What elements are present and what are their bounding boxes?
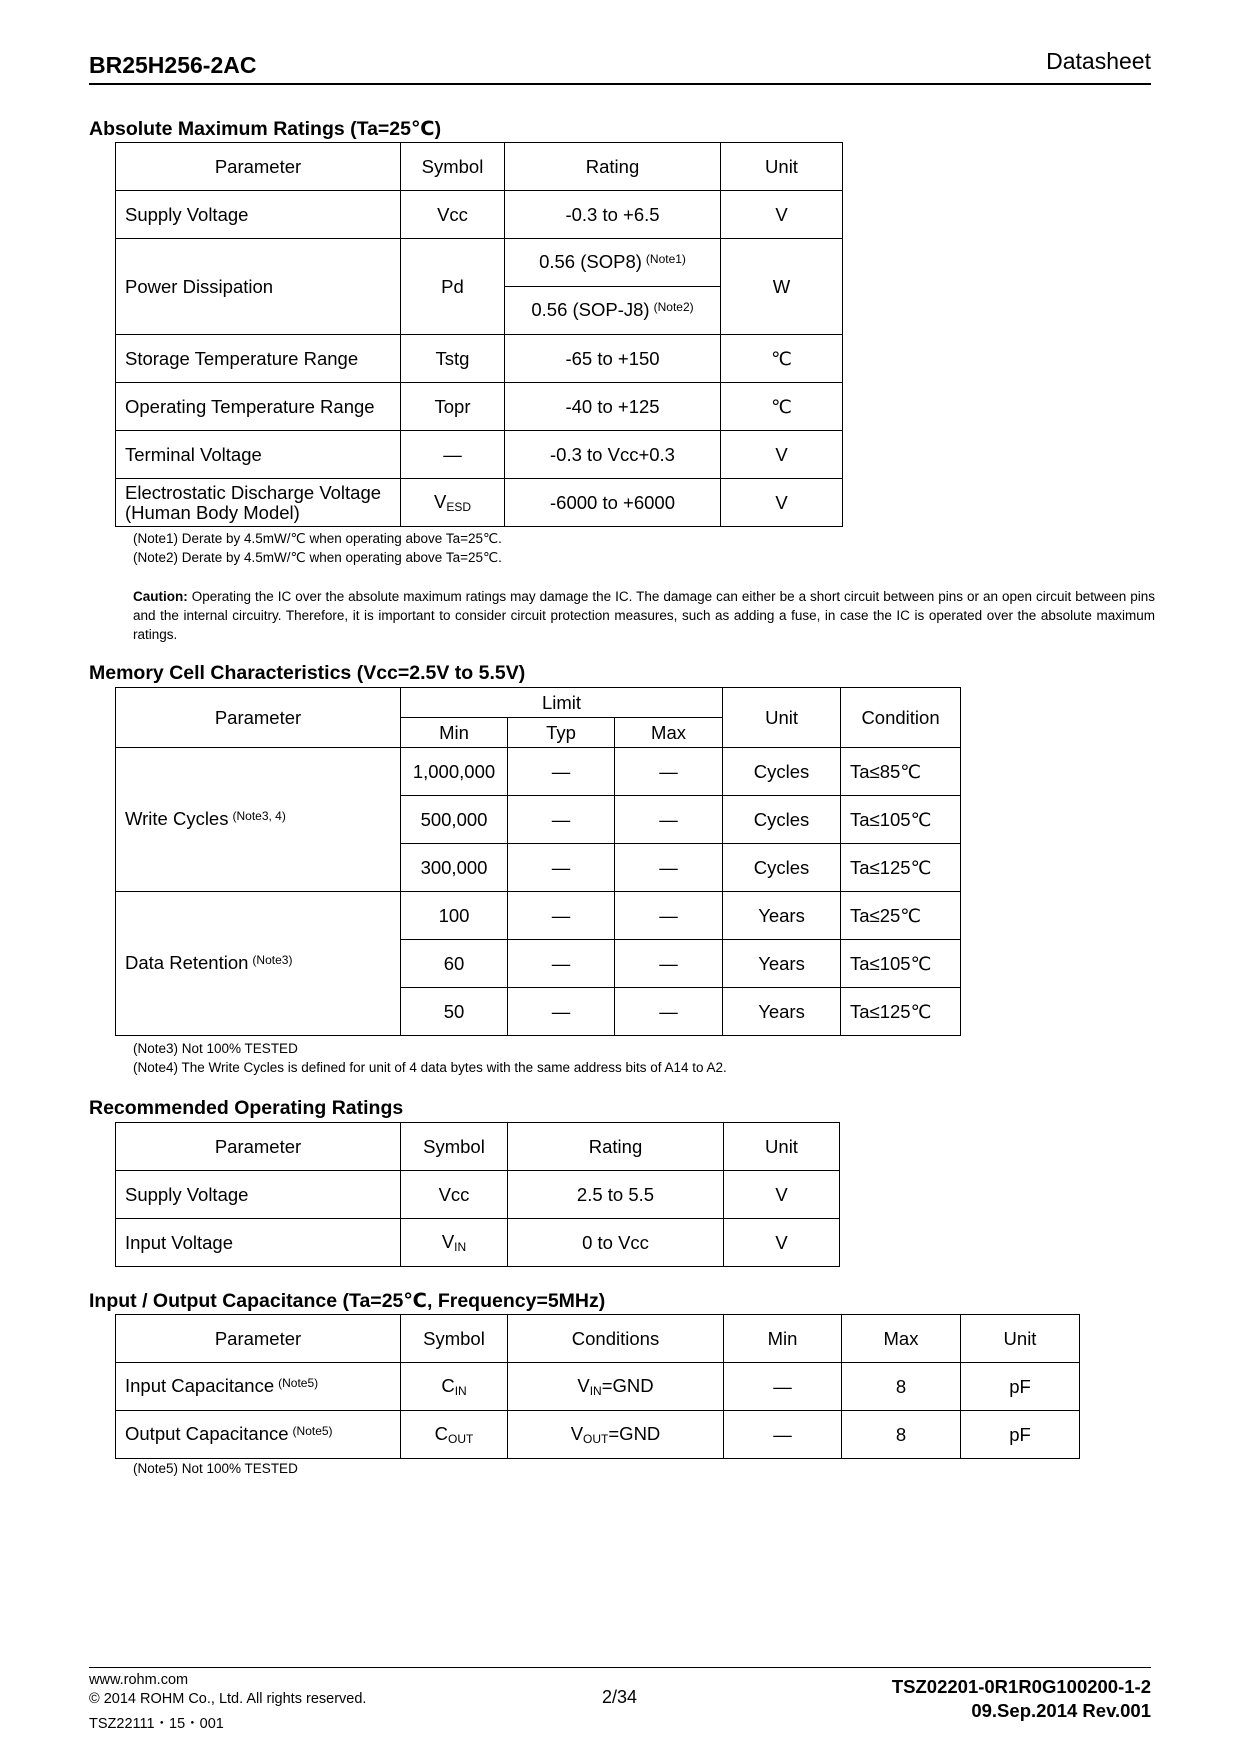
- header-unit: Unit: [961, 1315, 1080, 1363]
- cond-subscript: OUT: [583, 1431, 609, 1446]
- header-limit: Limit: [401, 688, 723, 718]
- table-row: [116, 479, 843, 527]
- min-cell: 500,000: [401, 796, 508, 844]
- rating-cell: -6000 to +6000: [505, 479, 721, 527]
- amr-table: [115, 142, 843, 527]
- mcc-title: Memory Cell Characteristics (Vcc=2.5V to 5.5V): [89, 662, 526, 684]
- typ-cell: ―: [508, 940, 615, 988]
- rating-cell: [505, 287, 721, 335]
- date-revision: 09.Sep.2014 Rev.001: [971, 1700, 1151, 1721]
- param-cell: Supply Voltage: [116, 191, 401, 239]
- note-ref: (Note3): [252, 952, 293, 967]
- param-label: Data Retention: [125, 951, 249, 973]
- table-row: [116, 335, 843, 383]
- min-cell: 300,000: [401, 844, 508, 892]
- header-unit: Unit: [723, 688, 841, 748]
- note-ref: (Note5): [292, 1423, 333, 1438]
- caution-paragraph: [133, 587, 1155, 644]
- symbol-cell: ―: [401, 431, 505, 479]
- symbol-subscript: ESD: [446, 499, 472, 514]
- cond-rest: =GND: [608, 1422, 661, 1444]
- condition-cell: Ta≤125℃: [841, 988, 961, 1036]
- param-cell: Terminal Voltage: [116, 431, 401, 479]
- typ-cell: ―: [508, 796, 615, 844]
- max-cell: 8: [842, 1363, 961, 1411]
- condition-cell: Ta≤105℃: [841, 796, 961, 844]
- doc-type: Datasheet: [1046, 48, 1151, 74]
- param-cell: [116, 1411, 401, 1459]
- typ-cell: ―: [508, 748, 615, 796]
- param-cell: Operating Temperature Range: [116, 383, 401, 431]
- symbol-subscript: IN: [454, 1239, 467, 1254]
- max-cell: 8: [842, 1411, 961, 1459]
- symbol-cell: [401, 479, 505, 527]
- rating-cell: 0 to Vcc: [508, 1219, 724, 1267]
- symbol-cell: [401, 1411, 508, 1459]
- header-unit: Unit: [724, 1123, 840, 1171]
- ioc-title: Input / Output Capacitance (Ta=25℃, Frequency=5MHz): [89, 1290, 606, 1312]
- unit-cell: ℃: [721, 335, 843, 383]
- max-cell: ―: [615, 892, 723, 940]
- min-cell: 60: [401, 940, 508, 988]
- footnote: (Note5) Not 100% TESTED: [133, 1461, 298, 1476]
- param-line: (Human Body Model): [125, 501, 300, 523]
- max-cell: ―: [615, 844, 723, 892]
- table-row: [116, 1171, 840, 1219]
- rating-cell: [505, 239, 721, 287]
- symbol-cell: Vcc: [401, 191, 505, 239]
- table-header-row: [116, 1123, 840, 1171]
- header-min: Min: [724, 1315, 842, 1363]
- note-ref: (Note2): [653, 299, 694, 314]
- param-line: Electrostatic Discharge Voltage: [125, 481, 382, 503]
- condition-cell: Ta≤85℃: [841, 748, 961, 796]
- max-cell: ―: [615, 796, 723, 844]
- header-typ: Typ: [508, 718, 615, 748]
- header-condition: Condition: [841, 688, 961, 748]
- unit-cell: Years: [723, 988, 841, 1036]
- symbol-main: C: [434, 1422, 449, 1444]
- header-min: Min: [401, 718, 508, 748]
- ror-table: [115, 1122, 840, 1267]
- param-cell: Input Voltage: [116, 1219, 401, 1267]
- cond-main: V: [570, 1422, 584, 1444]
- symbol-subscript: IN: [454, 1383, 467, 1398]
- header-rating: Rating: [505, 143, 721, 191]
- typ-cell: ―: [508, 988, 615, 1036]
- conditions-cell: [508, 1411, 724, 1459]
- cond-main: V: [577, 1374, 590, 1396]
- doc-number: TSZ02201-0R1R0G100200-1-2: [891, 1676, 1151, 1697]
- cond-rest: =GND: [601, 1374, 654, 1396]
- footnote: (Note1) Derate by 4.5mW/℃ when operating above Ta=25℃.: [133, 531, 502, 546]
- rating-value: 0.56 (SOP8): [539, 250, 642, 272]
- footnote: (Note3) Not 100% TESTED: [133, 1041, 298, 1056]
- typ-cell: ―: [508, 892, 615, 940]
- condition-cell: Ta≤125℃: [841, 844, 961, 892]
- table-row: [116, 383, 843, 431]
- symbol-main: C: [441, 1374, 455, 1396]
- unit-cell: ℃: [721, 383, 843, 431]
- header-parameter: Parameter: [116, 688, 401, 748]
- conditions-cell: [508, 1363, 724, 1411]
- ioc-table: [115, 1314, 1080, 1459]
- table-row: [116, 892, 961, 940]
- param-cell: [116, 892, 401, 1036]
- rating-cell: -0.3 to +6.5: [505, 191, 721, 239]
- condition-cell: Ta≤105℃: [841, 940, 961, 988]
- min-cell: 100: [401, 892, 508, 940]
- rating-cell: -65 to +150: [505, 335, 721, 383]
- header-symbol: Symbol: [401, 1123, 508, 1171]
- unit-cell: pF: [961, 1411, 1080, 1459]
- rating-cell: -0.3 to Vcc+0.3: [505, 431, 721, 479]
- header-max: Max: [842, 1315, 961, 1363]
- amr-title: Absolute Maximum Ratings (Ta=25℃): [89, 118, 442, 140]
- min-cell: 50: [401, 988, 508, 1036]
- param-cell: Storage Temperature Range: [116, 335, 401, 383]
- footer-copyright: © 2014 ROHM Co., Ltd. All rights reserved.: [89, 1691, 367, 1707]
- symbol-cell: Pd: [401, 239, 505, 335]
- note-ref: (Note5): [278, 1375, 319, 1390]
- table-row: [116, 1363, 1080, 1411]
- caution-label: Caution:: [133, 589, 188, 604]
- footer-code: TSZ22111・15・001: [89, 1716, 224, 1732]
- unit-cell: V: [721, 479, 843, 527]
- header-symbol: Symbol: [401, 143, 505, 191]
- symbol-main: V: [441, 1230, 455, 1252]
- table-header-row: [116, 688, 961, 718]
- unit-cell: V: [724, 1171, 840, 1219]
- header-unit: Unit: [721, 143, 843, 191]
- symbol-cell: [401, 1219, 508, 1267]
- unit-cell: Cycles: [723, 748, 841, 796]
- ror-title: Recommended Operating Ratings: [89, 1097, 404, 1119]
- unit-cell: V: [721, 431, 843, 479]
- unit-cell: Cycles: [723, 844, 841, 892]
- symbol-cell: Tstg: [401, 335, 505, 383]
- param-label: Output Capacitance: [125, 1422, 289, 1444]
- max-cell: ―: [615, 988, 723, 1036]
- note-ref: (Note3, 4): [232, 808, 286, 823]
- min-cell: ―: [724, 1363, 842, 1411]
- table-row: [116, 1219, 840, 1267]
- header-parameter: Parameter: [116, 1315, 401, 1363]
- table-row: [116, 239, 843, 287]
- footer-website[interactable]: www.rohm.com: [89, 1672, 189, 1688]
- table-row: [116, 1411, 1080, 1459]
- symbol-cell: [401, 1363, 508, 1411]
- condition-cell: Ta≤25℃: [841, 892, 961, 940]
- symbol-cell: Vcc: [401, 1171, 508, 1219]
- param-cell: [116, 479, 401, 527]
- param-label: Write Cycles: [125, 807, 229, 829]
- table-row: [116, 431, 843, 479]
- unit-cell: Years: [723, 940, 841, 988]
- part-number: BR25H256-2AC: [89, 52, 257, 78]
- header-divider: [89, 83, 1151, 85]
- symbol-main: V: [433, 490, 447, 512]
- rating-cell: 2.5 to 5.5: [508, 1171, 724, 1219]
- unit-cell: W: [721, 239, 843, 335]
- footnote: (Note2) Derate by 4.5mW/℃ when operating above Ta=25℃.: [133, 550, 502, 565]
- mcc-table: [115, 687, 961, 1036]
- header-symbol: Symbol: [401, 1315, 508, 1363]
- param-cell: [116, 1363, 401, 1411]
- table-row: [116, 748, 961, 796]
- param-cell: Power Dissipation: [116, 239, 401, 335]
- symbol-cell: Topr: [401, 383, 505, 431]
- header-max: Max: [615, 718, 723, 748]
- table-header-row: [116, 143, 843, 191]
- table-row: [116, 191, 843, 239]
- unit-cell: V: [721, 191, 843, 239]
- header-conditions: Conditions: [508, 1315, 724, 1363]
- table-header-row: [116, 1315, 1080, 1363]
- min-cell: ―: [724, 1411, 842, 1459]
- param-label: Input Capacitance: [125, 1374, 275, 1396]
- rating-value: 0.56 (SOP-J8): [531, 298, 650, 320]
- param-cell: [116, 748, 401, 892]
- header-parameter: Parameter: [116, 1123, 401, 1171]
- max-cell: ―: [615, 940, 723, 988]
- typ-cell: ―: [508, 844, 615, 892]
- footnote: (Note4) The Write Cycles is defined for unit of 4 data bytes with the same address bits of A14 to A2.: [133, 1060, 727, 1075]
- symbol-subscript: OUT: [448, 1431, 474, 1446]
- page-number: 2/34: [602, 1687, 638, 1707]
- caution-text: Operating the IC over the absolute maximum ratings may damage the IC. The damage can either be a short circuit between pins or an open circuit between pins and the internal circuitry. Therefore, it is important to consider circuit protection measures, such as adding a fuse, in case the IC is operated over the absolute maximum ratings.: [133, 589, 1155, 642]
- max-cell: ―: [615, 748, 723, 796]
- header-parameter: Parameter: [116, 143, 401, 191]
- cond-subscript: IN: [589, 1383, 602, 1398]
- param-cell: Supply Voltage: [116, 1171, 401, 1219]
- unit-cell: Cycles: [723, 796, 841, 844]
- unit-cell: pF: [961, 1363, 1080, 1411]
- footer-divider: [89, 1667, 1151, 1668]
- unit-cell: V: [724, 1219, 840, 1267]
- min-cell: 1,000,000: [401, 748, 508, 796]
- note-ref: (Note1): [645, 251, 686, 266]
- header-rating: Rating: [508, 1123, 724, 1171]
- unit-cell: Years: [723, 892, 841, 940]
- rating-cell: -40 to +125: [505, 383, 721, 431]
